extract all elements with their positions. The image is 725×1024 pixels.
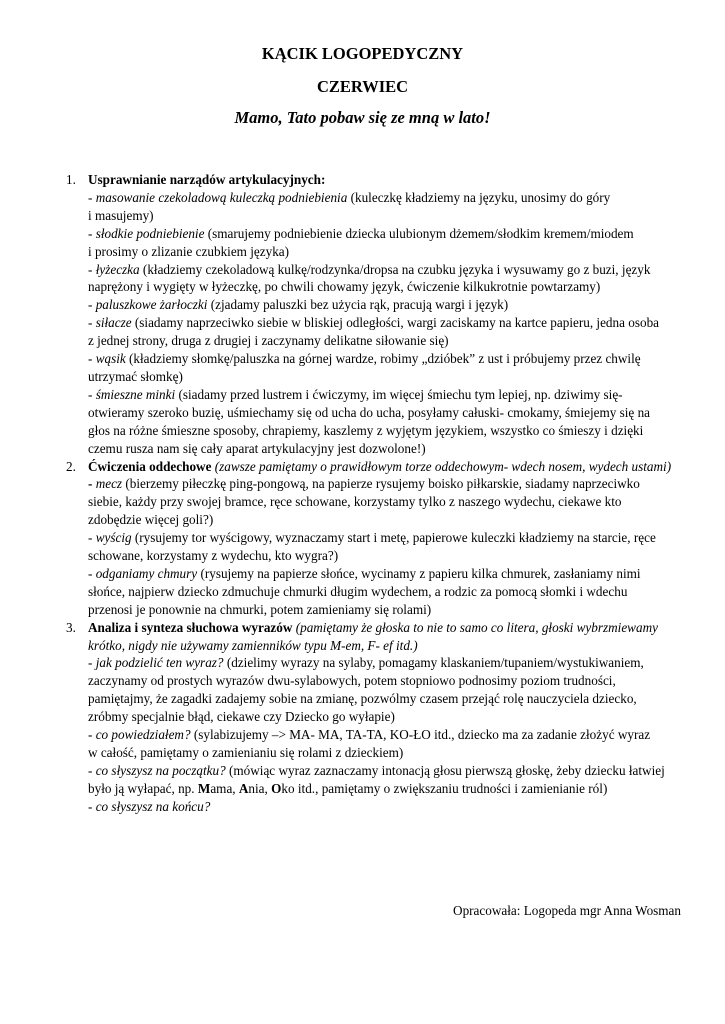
- text-run: (rysujemy na papierze słońce, wycinamy z papieru kilka chmurek, zasłaniamy nimi: [197, 565, 641, 581]
- list-section: [66, 171, 688, 458]
- text-run: (kładziemy słomkę/paluszka na górnej wardze, robimy „dzióbek” z ust i próbujemy przez chwilę: [125, 351, 641, 367]
- text-run: (kładziemy czekoladową kulkę/rodzynka/dropsa na czubku języka i wysuwamy go z buzi, język: [139, 261, 651, 277]
- text-run: ama,: [210, 780, 239, 796]
- text-run: ko itd., pamiętamy o zwiększaniu trudności i zamienianie ról): [281, 780, 608, 796]
- text-run: A: [238, 780, 249, 796]
- text-line: [88, 744, 688, 762]
- text-run: (kuleczkę kładziemy na języku, unosimy do góry: [347, 189, 611, 205]
- text-run: czemu rusza nam się cały aparat artykulacyjny jest dozwolone!): [88, 440, 426, 456]
- text-run: (mówiąc wyraz zaznaczamy intonacją głosu pierwszą głoskę, żeby dziecku łatwiej: [225, 762, 665, 778]
- text-line: [88, 726, 688, 744]
- text-run: i masujemy): [88, 207, 154, 223]
- text-run: pamiętajmy, że zagadki zadajemy sobie na zmianę, pozwólmy czasem przejąć rolę nauczyciela dziecko,: [88, 691, 637, 707]
- text-line: [88, 458, 688, 476]
- text-run: - masowanie czekoladową kuleczką podniebienia: [88, 189, 348, 205]
- text-run: (zawsze pamiętamy o prawidłowym torze oddechowym- wdech nosem, wydech ustami): [211, 458, 672, 474]
- text-run: (siadamy przed lustrem i ćwiczymy, im więcej śmiechu tym lepiej, np. dziwimy się-: [175, 386, 623, 402]
- text-run: - co powiedziałem?: [88, 727, 191, 743]
- text-run: - odganiamy chmury: [88, 565, 198, 581]
- exercise-list: [66, 171, 688, 816]
- text-line: [88, 565, 688, 583]
- text-run: (dzielimy wyrazy na sylaby, pomagamy klaskaniem/tupaniem/wystukiwaniem,: [223, 655, 644, 671]
- text-line: [88, 529, 688, 547]
- text-line: [88, 475, 688, 493]
- text-run: naprężony i wygięty w łyżeczkę, po chwili chowamy język, ćwiczenie kilkukrotnie powtarzamy): [88, 279, 601, 295]
- text-run: było ją wyłapać, np.: [88, 780, 198, 796]
- text-line: [88, 547, 688, 565]
- section-number: 2.: [66, 458, 76, 474]
- text-run: nia,: [248, 780, 272, 796]
- text-line: [88, 619, 688, 637]
- text-line: [88, 601, 688, 619]
- text-run: - słodkie podniebienie: [88, 225, 205, 241]
- text-run: w całość, pamiętamy o zamienianiu się rolami z dzieckiem): [88, 745, 404, 760]
- text-line: [88, 798, 688, 816]
- text-line: [88, 332, 688, 350]
- text-run: schowane, korzystamy z wydechu, kto wygra?): [88, 548, 339, 564]
- text-line: [88, 386, 688, 404]
- text-line: [88, 314, 688, 332]
- page-title: KĄCIK LOGOPEDYCZNY: [261, 44, 464, 63]
- text-line: [88, 404, 688, 422]
- text-line: [88, 207, 688, 225]
- text-run: - łyżeczka: [88, 261, 140, 277]
- text-line: [88, 672, 688, 690]
- text-run: - paluszkowe żarłoczki: [88, 297, 208, 313]
- text-run: zróbmy specjalnie błąd, ciekawe czy Dziecko go wyłapie): [88, 709, 395, 725]
- text-run: słońce, najpierw dziecko zdmuchuje chmurki długim wydechem, a rodzic za pomocą słomki i wdechu: [88, 583, 628, 599]
- text-line: [88, 171, 688, 189]
- text-line: [88, 780, 688, 798]
- text-line: [88, 368, 688, 386]
- text-run: z jednej strony, druga z drugiej i zaczynamy delikatne siłowanie się): [88, 333, 449, 349]
- month-heading: CZERWIEC: [316, 77, 409, 96]
- section-number: 1.: [66, 172, 76, 187]
- list-section: [66, 458, 688, 619]
- text-run: Analiza i synteza słuchowa wyrazów: [88, 619, 293, 635]
- text-line: [88, 243, 688, 261]
- text-line: [88, 762, 688, 780]
- text-run: - wyścig: [88, 530, 132, 546]
- text-run: siebie, każdy przy swojej bramce, ręce schowane, korzystamy tylko z naszego wydechu, ciekawe kto: [88, 494, 622, 510]
- text-line: [88, 189, 688, 207]
- text-run: przenosi je ponownie na chmurki, potem zamieniamy się rolami): [88, 601, 432, 617]
- text-line: [88, 493, 688, 511]
- text-run: zaczynamy od prostych wyrazów dwu-sylabowych, potem stopniowo podnosimy poziom trudności,: [88, 673, 616, 689]
- text-run: (pamiętamy że głoska to nie to samo co litera, głoski wybrzmiewamy: [292, 619, 658, 635]
- text-run: Usprawnianie narządów artykulacyjnych:: [88, 172, 326, 187]
- text-run: (siadamy naprzeciwko siebie w bliskiej odległości, wargi zaciskamy na kartce papieru, jedna osoba: [131, 315, 660, 331]
- text-run: - jak podzielić ten wyraz?: [88, 655, 224, 671]
- text-run: (bierzemy piłeczkę ping-pongową, na papierze rysujemy boisko piłkarskie, siadamy naprzeciwko: [122, 476, 640, 492]
- author-signature: Opracowała: Logopeda mgr Anna Wosman: [453, 903, 681, 918]
- text-line: [88, 278, 688, 296]
- text-run: - wąsik: [88, 351, 126, 367]
- text-line: [88, 690, 688, 708]
- text-line: [88, 654, 688, 672]
- section-number: 3.: [66, 619, 76, 635]
- text-run: O: [271, 780, 282, 796]
- text-line: [88, 225, 688, 243]
- text-run: głos na różne śmieszne sposoby, chrapiemy, kaszlemy z wyjętym językiem, wszystko co śmieszy i dzięki: [88, 422, 644, 438]
- text-run: - co słyszysz na początku?: [88, 762, 226, 778]
- text-run: utrzymać słomkę): [88, 368, 183, 384]
- text-run: -: [88, 476, 96, 492]
- list-section: [66, 619, 688, 816]
- text-run: i prosimy o zlizanie czubkiem języka): [88, 243, 290, 259]
- text-run: mecz: [95, 476, 123, 492]
- text-line: [88, 637, 688, 655]
- text-line: [88, 296, 688, 314]
- text-run: - śmieszne minki: [88, 386, 176, 402]
- text-run: zdobędzie więcej goli?): [88, 512, 214, 528]
- text-run: (smarujemy podniebienie dziecka ulubionym dżemem/słodkim kremem/miodem: [204, 225, 634, 241]
- text-line: [88, 583, 688, 601]
- text-run: - siłacze: [88, 315, 132, 331]
- text-run: Ćwiczenia oddechowe: [88, 458, 212, 474]
- text-run: otwieramy szeroko buzię, uśmiechamy się od ucha do ucha, posyłamy całuski- cmokamy, śmiejemy się na: [88, 404, 651, 420]
- motto: Mamo, Tato pobaw się ze mną w lato!: [234, 108, 491, 127]
- text-line: [88, 708, 688, 726]
- text-run: (rysujemy tor wyścigowy, wyznaczamy start i metę, papierowe kuleczki kładziemy na starcie, ręce: [131, 530, 656, 546]
- text-run: - co słyszysz na końcu?: [88, 798, 211, 814]
- text-line: [88, 511, 688, 529]
- text-line: [88, 350, 688, 368]
- text-run: (zjadamy paluszki bez użycia rąk, pracują wargi i język): [207, 297, 509, 313]
- text-line: [88, 261, 688, 279]
- text-line: [88, 440, 688, 458]
- text-run: M: [197, 780, 211, 796]
- text-line: [88, 422, 688, 440]
- text-run: krótko, nigdy nie używamy zamienników typu M-em, F- ef itd.): [88, 637, 418, 653]
- text-run: (sylabizujemy –> MA- MA, TA-TA, KO-ŁO itd., dziecko ma za zadanie złożyć wyraz: [190, 727, 651, 743]
